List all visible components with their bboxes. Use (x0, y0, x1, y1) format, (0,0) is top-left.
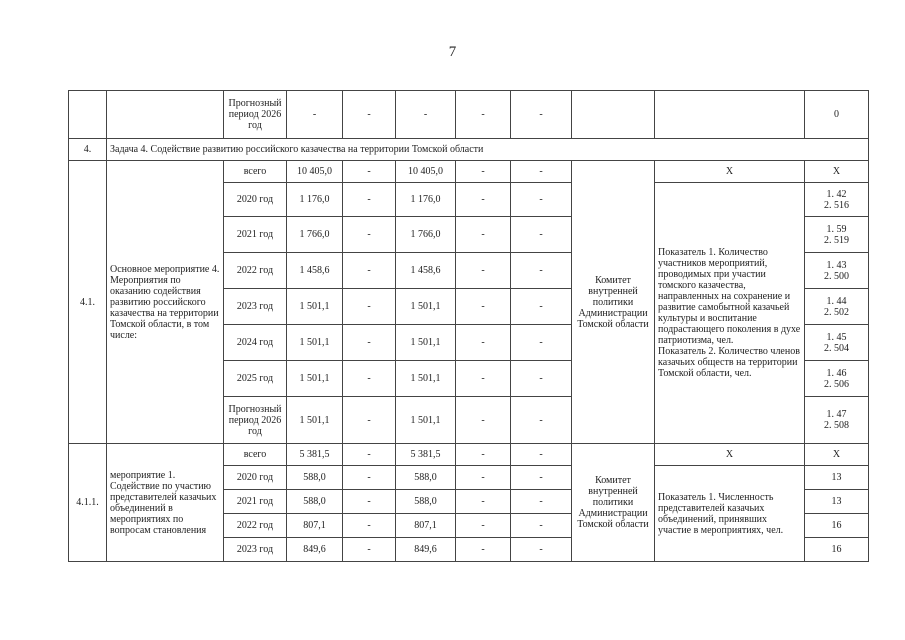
federal-cell: - (343, 325, 396, 361)
regional-cell: 1 501,1 (396, 325, 456, 361)
x-cell: Х (655, 444, 805, 466)
local-cell: - (456, 490, 511, 514)
x-cell: Х (805, 161, 869, 183)
item-number: 4.1.1. (69, 444, 107, 562)
federal-cell: - (343, 91, 396, 139)
regional-cell: 10 405,0 (396, 161, 456, 183)
regional-cell: 1 501,1 (396, 289, 456, 325)
task-number: 4. (69, 139, 107, 161)
total-cell: 588,0 (287, 490, 343, 514)
local-cell: - (456, 91, 511, 139)
other-cell: - (511, 538, 572, 562)
period-cell: Прогнозный период 2026 год (224, 91, 287, 139)
period-cell: 2021 год (224, 217, 287, 253)
federal-cell: - (343, 466, 396, 490)
value-cell: 1. 59 2. 519 (805, 217, 869, 253)
other-cell: - (511, 490, 572, 514)
value-cell: 1. 47 2. 508 (805, 397, 869, 444)
total-cell: 1 501,1 (287, 397, 343, 444)
total-cell: 1 176,0 (287, 183, 343, 217)
other-cell: - (511, 466, 572, 490)
local-cell: - (456, 253, 511, 289)
federal-cell: - (343, 538, 396, 562)
other-cell: - (511, 161, 572, 183)
total-cell: 1 501,1 (287, 289, 343, 325)
table-row (69, 91, 869, 139)
local-cell: - (456, 161, 511, 183)
period-cell: всего (224, 444, 287, 466)
period-cell: 2022 год (224, 253, 287, 289)
x-cell: Х (655, 161, 805, 183)
table-row (69, 161, 869, 183)
executor-cell: Комитет внутренней политики Администрации Томской области (572, 161, 655, 444)
executor-cell: Комитет внутренней политики Администрации Томской области (572, 444, 655, 562)
regional-cell: 1 176,0 (396, 183, 456, 217)
other-cell: - (511, 253, 572, 289)
task-row (69, 139, 869, 161)
federal-cell: - (343, 161, 396, 183)
federal-cell: - (343, 514, 396, 538)
indicator-cell: Показатель 1. Количество участников мероприятий, проводимых при участии томского казачества, направленных на сохранение и развитие самобытной казачьей культуры и воспитание подрастающего поколения в духе патриотизма, чел. Показатель 2. Количество членов казачьих обществ на территории Томской области, чел. (655, 183, 805, 444)
federal-cell: - (343, 361, 396, 397)
period-cell: 2023 год (224, 538, 287, 562)
total-cell: 807,1 (287, 514, 343, 538)
federal-cell: - (343, 289, 396, 325)
regional-cell: 5 381,5 (396, 444, 456, 466)
total-cell: 1 766,0 (287, 217, 343, 253)
regional-cell: 588,0 (396, 466, 456, 490)
other-cell: - (511, 444, 572, 466)
other-cell: - (511, 91, 572, 139)
value-cell: 1. 46 2. 506 (805, 361, 869, 397)
period-cell: 2020 год (224, 183, 287, 217)
empty-cell (107, 91, 224, 139)
local-cell: - (456, 183, 511, 217)
regional-cell: 1 501,1 (396, 361, 456, 397)
empty-cell (655, 91, 805, 139)
value-cell: 1. 45 2. 504 (805, 325, 869, 361)
federal-cell: - (343, 183, 396, 217)
other-cell: - (511, 289, 572, 325)
program-table (68, 90, 869, 562)
total-cell: 1 501,1 (287, 325, 343, 361)
total-cell: 1 458,6 (287, 253, 343, 289)
period-cell: 2021 год (224, 490, 287, 514)
period-cell: 2025 год (224, 361, 287, 397)
period-cell: всего (224, 161, 287, 183)
empty-cell (69, 91, 107, 139)
regional-cell: 1 501,1 (396, 397, 456, 444)
regional-cell: 807,1 (396, 514, 456, 538)
other-cell: - (511, 217, 572, 253)
local-cell: - (456, 538, 511, 562)
period-cell: 2022 год (224, 514, 287, 538)
x-cell: Х (805, 444, 869, 466)
page-number: 7 (448, 44, 457, 60)
other-cell: - (511, 183, 572, 217)
federal-cell: - (343, 217, 396, 253)
value-cell: 13 (805, 490, 869, 514)
period-cell: 2023 год (224, 289, 287, 325)
total-cell: 588,0 (287, 466, 343, 490)
regional-cell: 588,0 (396, 490, 456, 514)
period-cell: Прогнозный период 2026 год (224, 397, 287, 444)
value-cell: 1. 43 2. 500 (805, 253, 869, 289)
other-cell: - (511, 325, 572, 361)
item-title: мероприятие 1. Содействие по участию представителей казачьих объединений в мероприятиях по вопросам становления (107, 444, 224, 562)
total-cell: - (287, 91, 343, 139)
regional-cell: - (396, 91, 456, 139)
total-cell: 10 405,0 (287, 161, 343, 183)
local-cell: - (456, 217, 511, 253)
local-cell: - (456, 397, 511, 444)
federal-cell: - (343, 444, 396, 466)
other-cell: - (511, 397, 572, 444)
federal-cell: - (343, 490, 396, 514)
local-cell: - (456, 444, 511, 466)
value-cell: 1. 44 2. 502 (805, 289, 869, 325)
task-title: Задача 4. Содействие развитию российского казачества на территории Томской области (107, 139, 869, 161)
local-cell: - (456, 514, 511, 538)
other-cell: - (511, 361, 572, 397)
table-row (69, 444, 869, 466)
value-cell: 1. 42 2. 516 (805, 183, 869, 217)
local-cell: - (456, 289, 511, 325)
total-cell: 849,6 (287, 538, 343, 562)
value-cell: 16 (805, 514, 869, 538)
federal-cell: - (343, 397, 396, 444)
empty-cell (572, 91, 655, 139)
local-cell: - (456, 361, 511, 397)
value-cell: 13 (805, 466, 869, 490)
indicator-cell: Показатель 1. Численность представителей казачьих объединений, принявших участие в мероприятиях, чел. (655, 466, 805, 562)
regional-cell: 1 458,6 (396, 253, 456, 289)
period-cell: 2020 год (224, 466, 287, 490)
local-cell: - (456, 325, 511, 361)
federal-cell: - (343, 253, 396, 289)
value-cell: 0 (805, 91, 869, 139)
table-body (69, 91, 869, 562)
total-cell: 5 381,5 (287, 444, 343, 466)
value-cell: 16 (805, 538, 869, 562)
total-cell: 1 501,1 (287, 361, 343, 397)
item-title: Основное мероприятие 4. Мероприятия по оказанию содействия развитию российского казачества на территории Томской области, в том числе: (107, 161, 224, 444)
local-cell: - (456, 466, 511, 490)
item-number: 4.1. (69, 161, 107, 444)
regional-cell: 1 766,0 (396, 217, 456, 253)
period-cell: 2024 год (224, 325, 287, 361)
other-cell: - (511, 514, 572, 538)
regional-cell: 849,6 (396, 538, 456, 562)
